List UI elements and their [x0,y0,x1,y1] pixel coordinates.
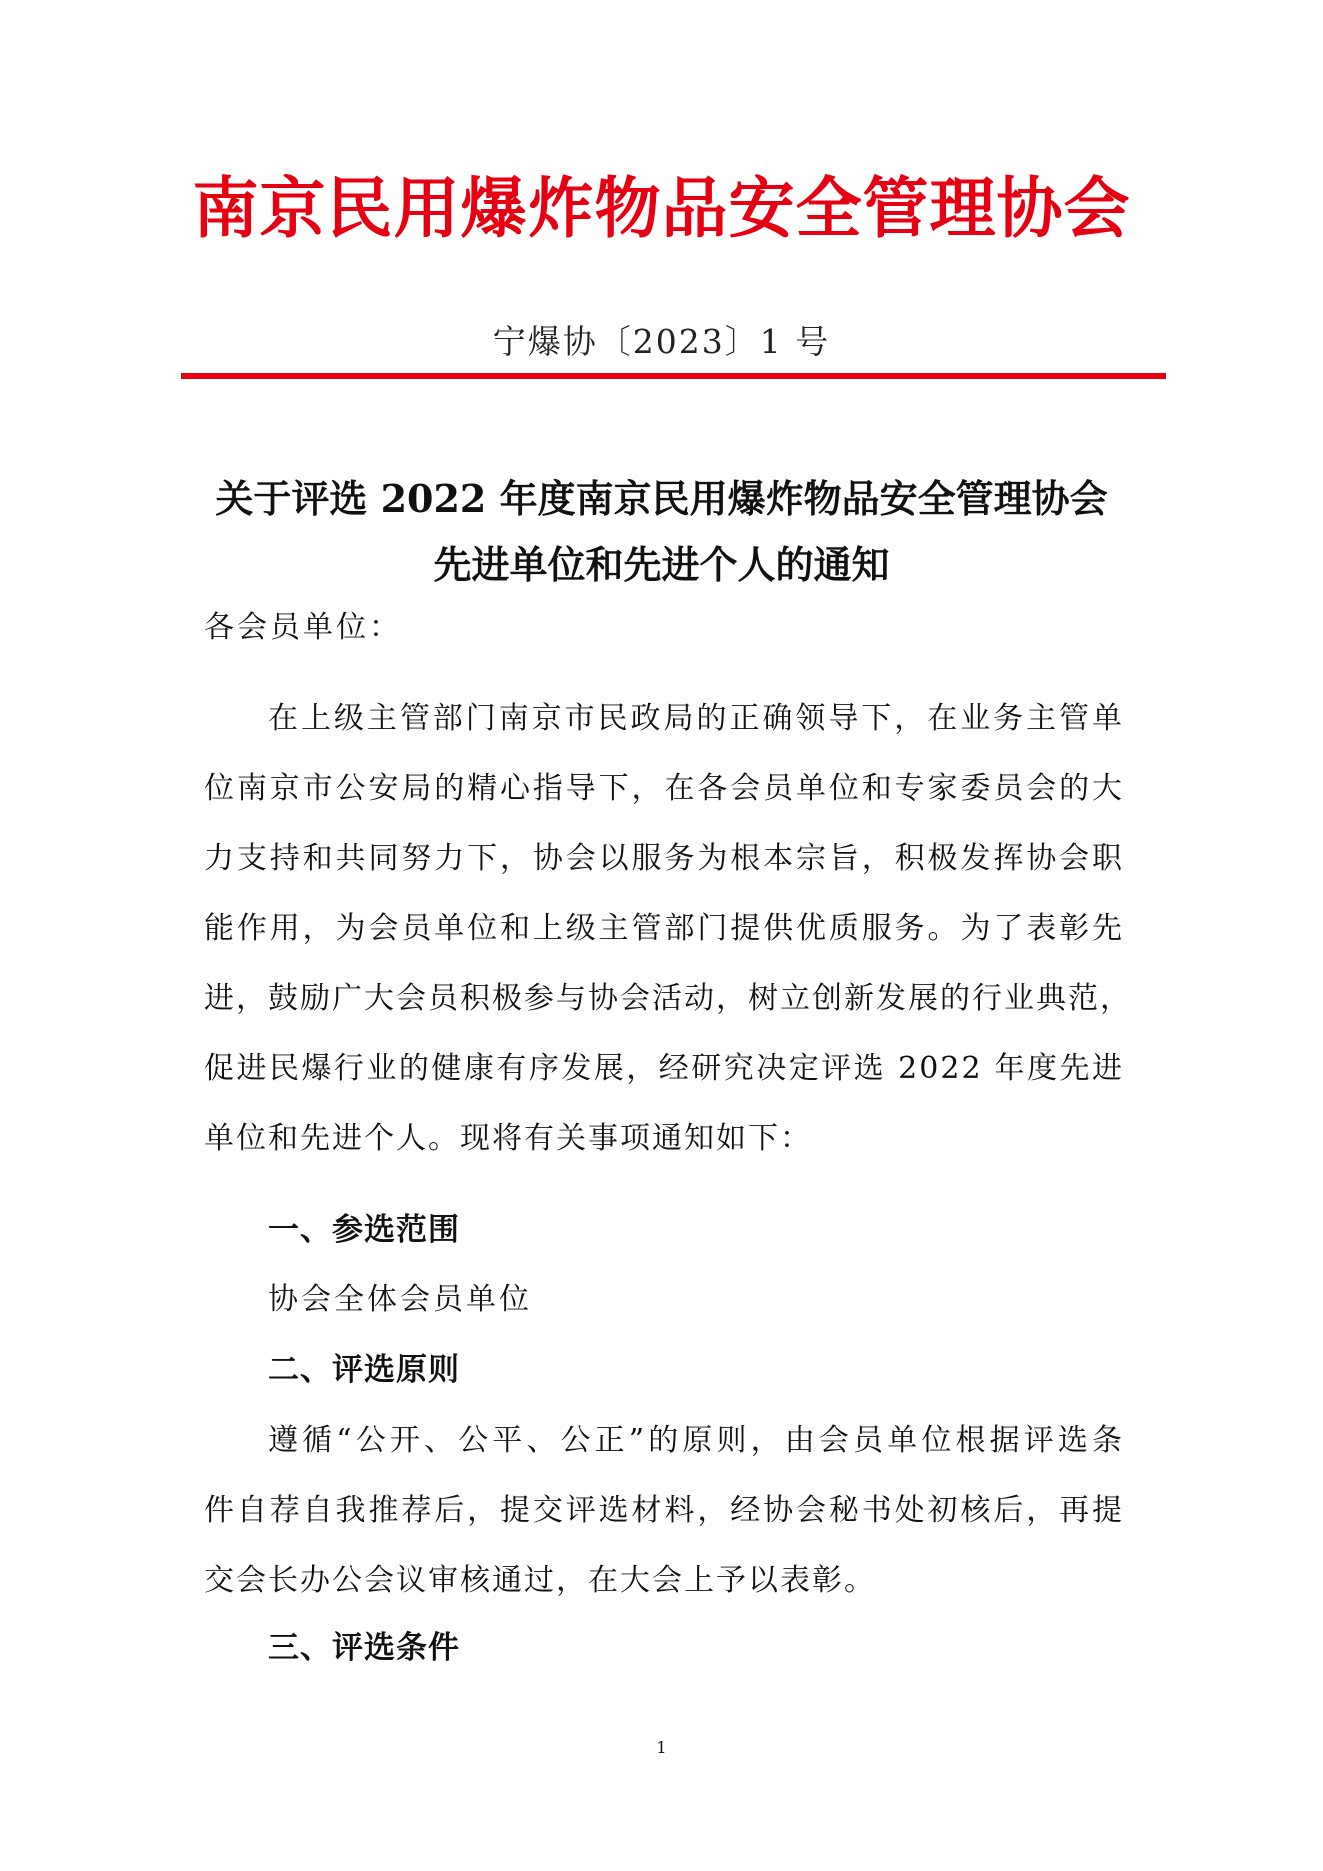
intro-line: 能作用，为会员单位和上级主管部门提供优质服务。为了表彰先 [204,911,1124,946]
page-number: 1 [656,1738,667,1757]
intro-line: 在上级主管部门南京市民政局的正确领导下，在业务主管单 [268,701,1124,736]
title-line-1: 关于评选 2022 年度南京民用爆炸物品安全管理协会 [215,476,1108,521]
section-body-scope: 协会全体会员单位 [268,1282,532,1317]
salutation: 各会员单位： [204,610,402,645]
principle-line: 件自荐自我推荐后，提交评选材料，经协会秘书处初核后，再提 [204,1493,1124,1528]
intro-line: 位南京市公安局的精心指导下，在各会员单位和专家委员会的大 [204,771,1124,806]
intro-line: 进，鼓励广大会员积极参与协会活动，树立创新发展的行业典范， [204,981,1132,1016]
section-body-principle [204,1406,1124,1616]
document-title [0,466,1323,598]
intro-paragraph [204,684,1132,1174]
intro-line: 促进民爆行业的健康有序发展，经研究决定评选 2022 年度先进 [204,1051,1124,1086]
section-heading-principle: 二、评选原则 [268,1352,460,1388]
title-line-2: 先进单位和先进个人的通知 [433,542,890,587]
principle-line: 遵循“公开、公平、公正”的原则，由会员单位根据评选条 [268,1423,1124,1458]
document-number: 宁爆协〔2023〕1 号 [492,322,831,361]
principle-line: 交会长办公会议审核通过，在大会上予以表彰。 [204,1563,876,1598]
organization-masthead: 南京民用爆炸物品安全管理协会 [192,169,1131,247]
section-heading-criteria: 三、评选条件 [268,1630,460,1666]
intro-line: 力支持和共同努力下，协会以服务为根本宗旨，积极发挥协会职 [204,841,1124,876]
red-divider [181,373,1166,379]
section-heading-scope: 一、参选范围 [268,1212,460,1248]
intro-line: 单位和先进个人。现将有关事项通知如下： [204,1121,812,1156]
